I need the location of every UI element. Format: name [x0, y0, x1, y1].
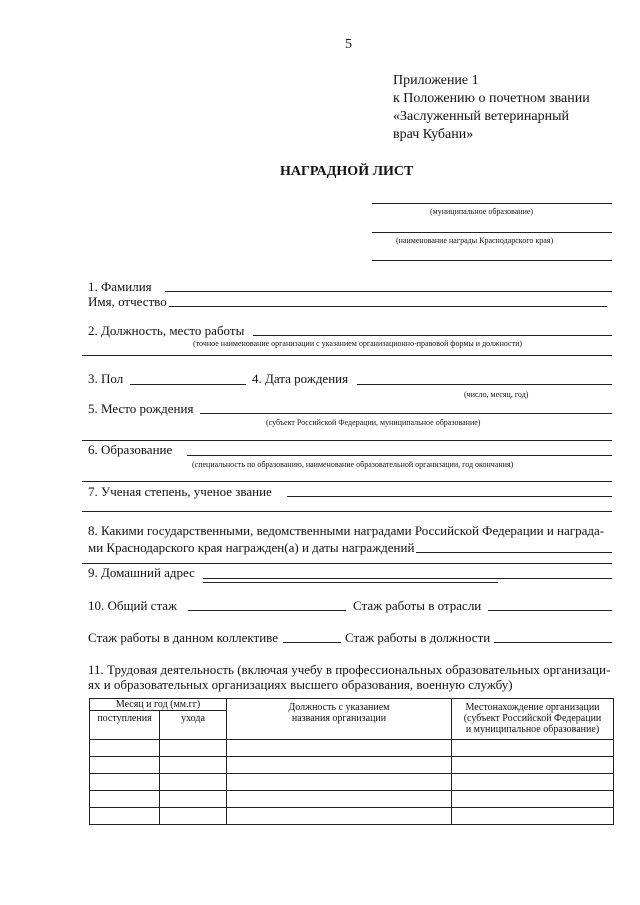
- branch-experience-field[interactable]: [488, 610, 612, 611]
- birth-date-hint: (число, месяц, год): [464, 390, 529, 399]
- sex-field[interactable]: [130, 384, 246, 385]
- awards-label-line-2: ми Краснодарского края награжден(а) и даты награждений: [88, 540, 415, 555]
- surname-field[interactable]: [165, 291, 612, 292]
- table-cell[interactable]: [160, 740, 227, 757]
- table-cell[interactable]: [452, 740, 614, 757]
- table-cell[interactable]: [90, 757, 160, 774]
- table-cell[interactable]: [227, 740, 452, 757]
- page-number: 5: [345, 37, 352, 52]
- awards-field-2[interactable]: [82, 563, 612, 564]
- birthplace-label: 5. Место рождения: [88, 401, 194, 416]
- address-field[interactable]: [203, 578, 612, 579]
- appendix-line-1: Приложение 1: [393, 73, 479, 88]
- appendix-line-2: к Положению о почетном звании: [393, 91, 590, 106]
- table-cell[interactable]: [452, 808, 614, 825]
- table-row: [90, 740, 614, 757]
- position-label: 2. Должность, место работы: [88, 323, 245, 338]
- award-name-hint: (наименование награды Краснодарского края): [396, 236, 554, 245]
- education-field-2[interactable]: [82, 481, 612, 482]
- page-title: НАГРАДНОЙ ЛИСТ: [280, 164, 414, 179]
- start-column-header: поступления: [90, 711, 160, 740]
- position-field-2[interactable]: [82, 355, 612, 356]
- table-cell[interactable]: [227, 808, 452, 825]
- work-history-table: [89, 698, 614, 825]
- municipality-hint: (муниципальное образование): [430, 207, 534, 216]
- table-cell[interactable]: [90, 808, 160, 825]
- address-label: 9. Домашний адрес: [88, 565, 195, 580]
- name-label: Имя, отчество: [88, 294, 167, 309]
- table-cell[interactable]: [90, 774, 160, 791]
- table-cell[interactable]: [160, 808, 227, 825]
- table-cell[interactable]: [227, 757, 452, 774]
- table-cell[interactable]: [227, 791, 452, 808]
- month-year-header: Месяц и год (мм.гг): [90, 699, 227, 711]
- degree-field-2[interactable]: [82, 511, 612, 512]
- degree-label: 7. Ученая степень, ученое звание: [88, 484, 272, 499]
- position-column-header: Должность с указанием названия организации: [227, 699, 452, 740]
- appendix-block: [393, 72, 590, 144]
- total-experience-label: 10. Общий стаж: [88, 598, 178, 613]
- table-row: [90, 757, 614, 774]
- total-experience-field[interactable]: [188, 610, 346, 611]
- collective-experience-label: Стаж работы в данном коллективе: [88, 630, 278, 645]
- awards-field[interactable]: [416, 552, 612, 553]
- surname-label: 1. Фамилия: [88, 279, 152, 294]
- birth-date-field[interactable]: [357, 384, 612, 385]
- award-name-line-2[interactable]: [372, 260, 612, 261]
- award-name-line[interactable]: [372, 232, 612, 233]
- name-field[interactable]: [169, 306, 607, 307]
- table-cell[interactable]: [227, 774, 452, 791]
- work-history-label-line-2: ях и образовательных организациях высшего образования, военную службу): [88, 677, 513, 692]
- end-column-header: ухода: [160, 711, 227, 740]
- birth-date-label: 4. Дата рождения: [252, 371, 349, 386]
- birthplace-field-2[interactable]: [82, 440, 612, 441]
- table-cell[interactable]: [90, 791, 160, 808]
- sex-label: 3. Пол: [88, 371, 124, 386]
- table-cell[interactable]: [160, 774, 227, 791]
- appendix-line-4: врач Кубани»: [393, 127, 474, 142]
- table-cell[interactable]: [160, 757, 227, 774]
- position-experience-field[interactable]: [494, 642, 612, 643]
- table-row: [90, 791, 614, 808]
- table-row: [90, 808, 614, 825]
- branch-experience-label: Стаж работы в отрасли: [353, 598, 482, 613]
- position-hint: (точное наименование организации с указанием организационно-правовой формы и должности): [193, 339, 523, 348]
- table-cell[interactable]: [160, 791, 227, 808]
- education-hint: (специальность по образованию, наименование образовательной организации, год окончания): [192, 460, 514, 469]
- work-history-label-line-1: 11. Трудовая деятельность (включая учебу в профессиональных образовательных организаци-: [88, 662, 611, 677]
- collective-experience-field[interactable]: [283, 642, 341, 643]
- education-label: 6. Образование: [88, 442, 173, 457]
- table-cell[interactable]: [90, 740, 160, 757]
- table-cell[interactable]: [452, 757, 614, 774]
- birthplace-field[interactable]: [200, 413, 612, 414]
- birthplace-hint: (субъект Российской Федерации, муниципальное образование): [266, 418, 481, 427]
- position-experience-label: Стаж работы в должности: [345, 630, 491, 645]
- appendix-line-3: «Заслуженный ветеринарный: [393, 109, 569, 124]
- degree-field[interactable]: [287, 496, 612, 497]
- address-field-2[interactable]: [203, 582, 498, 583]
- table-cell[interactable]: [452, 774, 614, 791]
- position-field[interactable]: [253, 335, 612, 336]
- awards-label-line-1: 8. Какими государственными, ведомственными наградами Российской Федерации и награда-: [88, 523, 605, 538]
- education-field[interactable]: [187, 455, 612, 456]
- table-cell[interactable]: [452, 791, 614, 808]
- municipality-line[interactable]: [372, 203, 612, 204]
- location-column-header: Местонахождение организации (субъект Российской Федерации и муниципальное образование): [452, 699, 614, 740]
- table-row: [90, 774, 614, 791]
